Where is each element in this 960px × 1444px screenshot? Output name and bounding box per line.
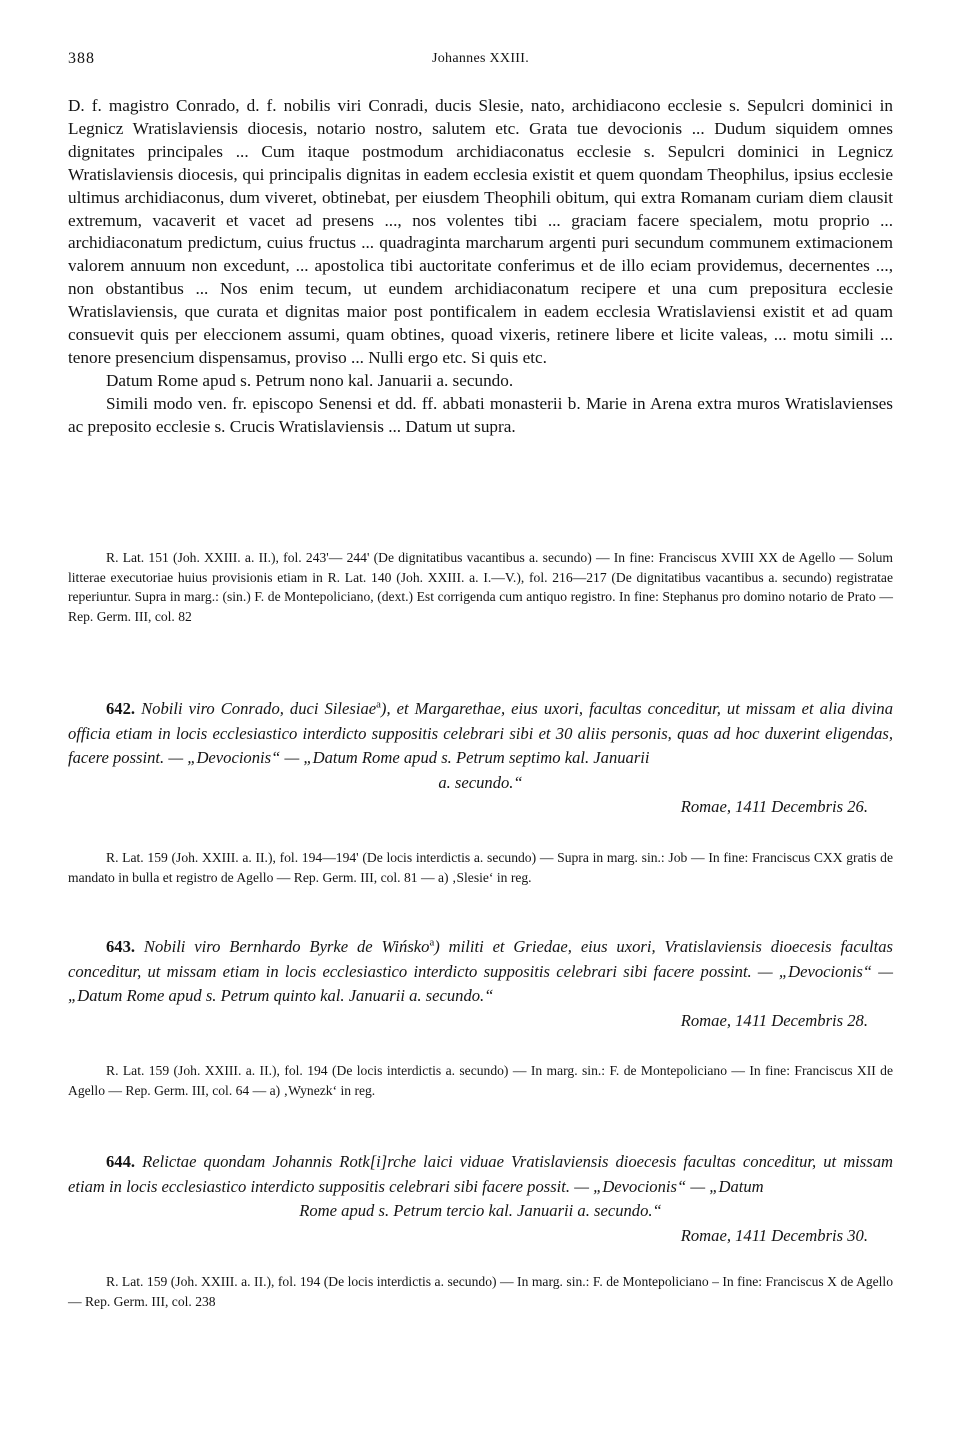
entry-641-datum: Datum Rome apud s. Petrum nono kal. Januarii a. secundo. <box>106 370 514 390</box>
entry-643-footnote-mark: a <box>429 936 435 949</box>
entry-642-note: R. Lat. 159 (Joh. XXIII. a. II.), fol. 194—194' (De locis interdictis a. secundo) — Supra in marg. sin.: Job — In fine: Franciscus CXX gratis de mandato in bulla et registro de Agello — Rep. Germ. III, col. 81 — a) ‚Slesie‘ in reg. <box>68 850 893 885</box>
entry-641-body: D. f. magistro Conrado, d. f. nobilis viri Conradi, ducis Slesie, nato, archidiacono ecclesie s. Sepulcri dominici in Legnicz Wratislaviensis diocesis, notario nostro, salutem etc. Grata tue devocionis ... Dudum siquidem omnes dignitates principales ... Cum itaque postmodum archidiaconatus ecclesie s. Sepulcri dominici in Legnicz Wratislaviensis diocesis, qui principalis dignitas in eadem ecclesia existit et quem quondam Theophilus, ipsius ecclesie ultimus archidiaconus, dum viveret, obtinebat, per eiusdem Theophili obitum, qui extra Romanam curiam diem clausit extremum, vacaverit et vacet ad presens ..., nos volentes tibi ... graciam facere specialem, motu proprio ... archidiaconatum predictum, cuius fructus ... quadraginta marcharum argenti puri secundum communem extimacionem valorem annuum non excedunt, ... apostolica tibi auctoritate conferimus et de illo eciam providemus, decernentes ..., non obstantibus ... Nos enim tecum, ut eundem archidiaconatum recipere et una cum prepositura ecclesie Wratislaviensis, que curata et dignitas maior post pontificalem in eadem ecclesia Wratislaviensi existit et ad quam consuevit quis per eleccionem assumi, quam obtines, quoad vixeris, retinere libere et licite valeas, ... motu simili ... tenore presencium dispensamus, proviso ... Nulli ergo etc. Si quis etc. <box>68 96 893 367</box>
entry-643-regest-part-a: Nobili viro Bernhardo Byrke de Wińsko <box>143 937 430 956</box>
entry-643-dateline: Romae, 1411 Decembris 28. <box>680 1010 868 1030</box>
entry-642-regest-last-line: a. secundo.“ <box>438 772 523 792</box>
entry-641-simili: Simili modo ven. fr. episcopo Senensi et dd. ff. abbati monasterii b. Marie in Arena extra muros Wratislavienses ac preposito ecclesie s. Crucis Wratislaviensis ... Datum ut supra. <box>68 393 893 436</box>
entry-644-regest-part-a: Relictae quondam Johannis Rotk[i]rche laici viduae Vratislaviensis dioecesis facultas conceditur, ut missam etiam in locis ecclesiastico interdicto suppositis celebrari sibi facere possit. — „Devocionis“ — „Datum <box>68 1152 893 1196</box>
running-head: Johannes XXIII. <box>431 51 530 66</box>
entry-644-dateline: Romae, 1411 Decembris 30. <box>680 1225 868 1245</box>
entry-641-text-block <box>68 95 893 439</box>
entry-644-regest <box>68 1150 893 1199</box>
entry-643-note: R. Lat. 159 (Joh. XXIII. a. II.), fol. 194 (De locis interdictis a. secundo) — In marg. sin.: F. de Montepoliciano — In fine: Franciscus XII de Agello — Rep. Germ. III, col. 64 — a) ‚Wynezk‘ in reg. <box>68 1063 893 1098</box>
entry-643-number: 643. <box>106 937 136 956</box>
page-number: 388 <box>68 50 95 67</box>
page-header <box>68 50 893 72</box>
entry-642-regest-block <box>68 697 893 820</box>
entry-642-note-block <box>68 848 893 887</box>
entry-642-dateline: Romae, 1411 Decembris 26. <box>680 797 868 817</box>
entry-641-note-block <box>68 548 893 626</box>
entry-643-regest <box>68 935 893 1009</box>
entry-643-regest-part-b: ) militi et Griedae, eius uxori, Vratislaviensis dioecesis facultas conceditur, ut missam etiam in locis ecclesiastico interdicto suppositis celebrari sibi facere possint. — „Devocionis“ — „Datum Rome apud s. Petrum quinto kal. Januarii a. secundo.“ <box>68 937 893 1006</box>
entry-642-regest <box>68 697 893 771</box>
entry-644-regest-block <box>68 1150 893 1248</box>
entry-644-number: 644. <box>106 1152 136 1171</box>
entry-642-footnote-mark: a <box>376 698 381 711</box>
entry-642-regest-part-a: Nobili viro Conrado, duci Silesiae <box>141 699 377 718</box>
entry-642-regest-part-b: ), et Margarethae, eius uxori, facultas conceditur, ut missam et alia divina officia etiam in locis ecclesiastico interdicto suppositis celebrari sibi et 30 aliis personis, quas ad hoc duxerint eligendas, facere possint. — „Devocionis“ — „Datum Rome apud s. Petrum septimo kal. Januarii <box>68 699 893 768</box>
entry-643-note-block <box>68 1061 893 1100</box>
entry-644-note-block <box>68 1272 893 1311</box>
entry-643-regest-block <box>68 935 893 1033</box>
entry-644-note: R. Lat. 159 (Joh. XXIII. a. II.), fol. 194 (De locis interdictis a. secundo) — In marg. sin.: F. de Montepoliciano – In fine: Franciscus X de Agello — Rep. Germ. III, col. 238 <box>68 1274 893 1309</box>
entry-642-number: 642. <box>106 699 136 718</box>
entry-644-regest-last-line: Rome apud s. Petrum tercio kal. Januarii a. secundo.“ <box>299 1201 662 1221</box>
entry-641-note: R. Lat. 151 (Joh. XXIII. a. II.), fol. 243'— 244' (De dignitatibus vacantibus a. secundo) — In fine: Franciscus XVIII XX de Agello — Solum litterae executoriae huius provisionis etiam in R. Lat. 140 (Joh. XXIII. a. I.—V.), fol. 216—217 (De dignitatibus vacantibus a. secundo) registratae reperiuntur. Supra in marg.: (sin.) F. de Montepoliciano, (dext.) Est corrigenda cum antiquo registro. In fine: Stephanus pro domino notario de Prato — Rep. Germ. III, col. 82 <box>68 550 893 624</box>
